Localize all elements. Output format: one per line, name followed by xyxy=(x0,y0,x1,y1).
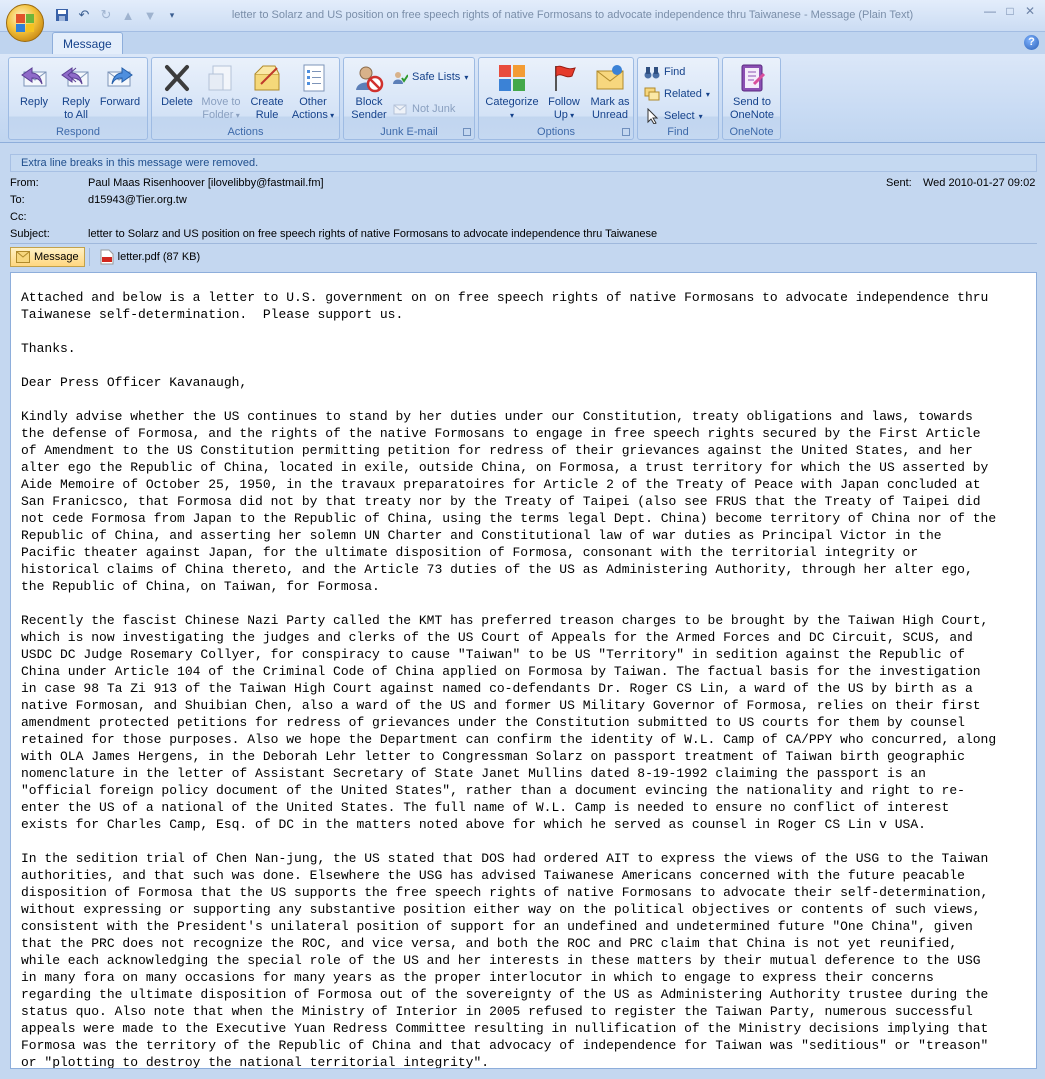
pdf-attachment[interactable]: letter.pdf (87 KB) xyxy=(94,247,207,267)
subject-label: Subject: xyxy=(10,228,50,240)
window-title: letter to Solarz and US position on free speech rights of native Formosans to advocate independence thru Taiwanese - Message (Plain Text) xyxy=(231,9,914,21)
envelope-icon xyxy=(16,251,30,263)
attachment-separator xyxy=(89,248,90,266)
send-to-onenote-button[interactable]: Send to OneNote xyxy=(727,62,777,120)
undo-icon[interactable]: ↶ xyxy=(78,7,90,22)
to-value[interactable]: d15943@Tier.org.tw xyxy=(88,194,187,206)
categorize-icon xyxy=(496,62,528,94)
customize-qat-icon[interactable]: ▾ xyxy=(169,9,175,20)
window-controls xyxy=(983,4,1037,18)
title-bar xyxy=(0,0,1045,32)
related-messages-icon xyxy=(644,86,660,102)
group-respond xyxy=(8,57,148,140)
delete-icon xyxy=(161,62,193,94)
ribbon xyxy=(0,54,1045,143)
group-label-respond: Respond xyxy=(55,126,101,138)
mark-as-unread-icon xyxy=(594,62,626,94)
reply-all-button[interactable]: Reply to All xyxy=(51,62,101,120)
tab-message[interactable]: Message xyxy=(52,32,123,54)
group-label-find: Find xyxy=(667,126,689,138)
group-label-junk-email: Junk E-mail xyxy=(380,126,438,138)
office-logo-icon xyxy=(16,14,34,32)
header-divider xyxy=(10,243,1037,244)
find-button[interactable]: Find xyxy=(644,63,685,81)
block-sender-icon xyxy=(353,62,385,94)
sent-label: Sent: xyxy=(886,177,912,189)
pdf-file-icon xyxy=(100,249,114,265)
forward-button[interactable]: Forward xyxy=(95,62,145,120)
reply-all-icon xyxy=(60,62,92,94)
block-sender-button[interactable]: Block Sender xyxy=(344,62,394,120)
office-button[interactable] xyxy=(6,4,44,42)
help-icon[interactable]: ? xyxy=(1024,35,1039,50)
group-label-onenote: OneNote xyxy=(729,126,774,138)
group-options xyxy=(478,57,634,140)
subject-value: letter to Solarz and US position on free speech rights of native Formosans to advocate independence thru Taiwanese xyxy=(88,228,658,240)
previous-item-icon[interactable]: ▲ xyxy=(121,7,135,23)
cc-label: Cc: xyxy=(10,211,27,223)
from-label: From: xyxy=(10,177,39,189)
not-junk-icon xyxy=(392,101,408,117)
mark-as-unread-button[interactable]: Mark as Unread xyxy=(585,62,635,120)
categorize-button[interactable]: Categorize ▾ xyxy=(483,62,541,120)
message-body[interactable] xyxy=(10,272,1037,1069)
save-icon[interactable] xyxy=(54,7,70,23)
group-onenote xyxy=(722,57,781,140)
group-actions xyxy=(151,57,340,140)
quick-access-toolbar xyxy=(54,7,180,23)
group-junk-email xyxy=(343,57,475,140)
move-to-folder-icon xyxy=(205,62,237,94)
to-label: To: xyxy=(10,194,25,206)
safe-lists-button[interactable]: Safe Lists ▾ xyxy=(392,68,468,86)
create-rule-button[interactable]: Create Rule xyxy=(242,62,292,120)
close-icon[interactable]: ✕ xyxy=(1024,4,1036,18)
ribbon-tab-row xyxy=(0,32,1045,54)
group-find xyxy=(637,57,719,140)
safe-lists-icon xyxy=(392,69,408,85)
onenote-icon xyxy=(736,62,768,94)
sent-value: Wed 2010-01-27 09:02 xyxy=(923,177,1036,189)
create-rule-icon xyxy=(251,62,283,94)
move-to-folder-button[interactable]: Move to Folder ▾ xyxy=(196,62,246,120)
from-value[interactable]: Paul Maas Risenhoover [ilovelibby@fastmail.fm] xyxy=(88,177,324,189)
message-body-text: Attached and below is a letter to U.S. government on on free speech rights of native Formosans to advocate independence thru Taiwanese self-determination. Please support us. Thanks. Dear Press Officer Kavanaugh, Kindly advise whether the US continues to stand by her duties under our Constitution, treaty obligations and laws, towards the defense of Formosa, and the rights of the native Formosans to engage in free speech rights secured by the First Article of Amendment to the US Constitution permitting petition for redress of their grievances against the United States, and her alter ego the Republic of China, located in exile, outside China, on Formosa, a trust territory for which the US asserted by Aide Memoire of October 25, 1950, in the travaux preparatoires for Article 2 of the Treaty of Peace with Japan concluded at San Franicsco, that Formosa did not by that treaty nor by the Treaty of Taipei (also see FRUS that the Treaty of Taipei did not cede Formosa from Japan to the Republic of China, using the terms legal Dept. China) become territory of China nor of the Republic of China, and asserting her solemn UN Charter and Constitutional law of war duties as Principal Victor in the Pacific theater against Japan, for the ultimate disposition of Formosa, consonant with the territorial integrity or historical claims of China thereto, and the Article 73 duties of the US as Administering Authority, through her alter ego, the Republic of China, on Taiwan, for Formosa. Recently the fascist Chinese Nazi Party called the KMT has preferred treason charges to be brought by the Taiwan High Court, which is now investigating the judges and clerks of the US Court of Appeals for the Armed Forces and DC Circuit, SCUS, and USDC DC Judge Rosemary Collyer, for conspiracy to cause "Taiwan" to be US "Territory" in sedition against the Republic of China under Article 104 of the Criminal Code of China applied on Formosa by Taiwan. The factual basis for the investigation in case 98 Ta Zi 913 of the Taiwan High Court against named co-defendants Dr. Roger CS Lin, a ward of the US by birth as a native Formosan, and Shuibian Chen, also a ward of the US and former US Military Governor of Formosa, relies on their first amendment protected petitions for redress of grievances under the Constitution submitted to US courts for them by counsel retained for those purposes. Also we hope the Department can confirm the identity of W.L. Camp of CA/PPY who concurred, along with OLA James Hergens, in the Deborah Lehr letter to Congressman Solarz on passport treatment of Taiwan birth geographic nomenclature in the letter of Assistant Secretary of State Janet Mullins dated 8-19-1992 claiming the passport is an "official foreign policy document of the United States", rather than a document evincing the nationality and right to re- enter the US of a national of the United States. The full name of W.L. Camp is needed to ensure no conflict of interest exists for Charles Camp, Esq. of DC in the matters noted above for which he served as counsel in Roger CS Lin v USA. In the sedition trial of Chen Nan-jung, the US stated that DOS had ordered AIT to express the views of the USG to the Taiwan authorities, and that such was done. Elsewhere the USG has advised Taiwanese Americans concerned with the future peacable disposition of Formosa that the US supports the free speech rights of native Formosans to advocate their self-determination, without expressing or supporting any substantive position either way on the political objectives or contents of such views, consistent with the President's unilateral position of support for an undefined and undetermined future "One China", given that the PRC does not recognize the ROC, and vice versa, and both the ROC and PRC claim that China is not yet reunified, while each acknowledging the special role of the US and her interests in these matters by their mutual deference to the USG in many fora on many occasions for many years as the proper interlocutor in which to engage to express their concerns regarding the ultimate disposition of Formosa out of the sovereignty of the US as Administering Authority trustee during the status quo. Also note that when the Ministry of Interior in 2005 refused to register the Taiwan Party, numerous successful appeals were made to the Executive Yuan Redress Committee resulting in nullification of the Ministry decisions implying that Formosa was the territory of the Republic of China and that advocacy of independence for Taiwan was "seditious" or "treason" or "plotting to destroy the national territorial integrity". xyxy=(21,290,997,1069)
follow-up-flag-icon xyxy=(548,62,580,94)
other-actions-button[interactable]: Other Actions ▾ xyxy=(288,62,338,120)
options-dialog-launcher[interactable] xyxy=(622,128,630,136)
attachment-bar xyxy=(10,246,206,268)
related-button[interactable]: Related ▾ xyxy=(644,85,710,103)
select-cursor-icon xyxy=(644,108,660,124)
forward-icon xyxy=(104,62,136,94)
group-label-actions: Actions xyxy=(227,126,264,138)
reply-icon xyxy=(18,62,50,94)
redo-icon[interactable]: ↻ xyxy=(100,7,112,22)
delete-button[interactable]: Delete xyxy=(152,62,202,120)
other-actions-icon xyxy=(297,62,329,94)
junk-email-dialog-launcher[interactable] xyxy=(463,128,471,136)
group-label-options: Options xyxy=(537,126,575,138)
select-button[interactable]: Select ▾ xyxy=(644,107,703,125)
not-junk-button[interactable]: Not Junk xyxy=(392,100,455,118)
reply-button[interactable]: Reply xyxy=(9,62,59,120)
minimize-icon[interactable]: — xyxy=(984,4,996,18)
message-attachment-tab[interactable]: Message xyxy=(10,247,85,267)
restore-icon[interactable]: □ xyxy=(1006,4,1014,18)
follow-up-button[interactable]: Follow Up ▾ xyxy=(541,62,587,120)
binoculars-icon xyxy=(644,64,660,80)
next-item-icon[interactable]: ▼ xyxy=(143,7,157,23)
info-bar[interactable]: Extra line breaks in this message were removed. xyxy=(10,154,1037,172)
